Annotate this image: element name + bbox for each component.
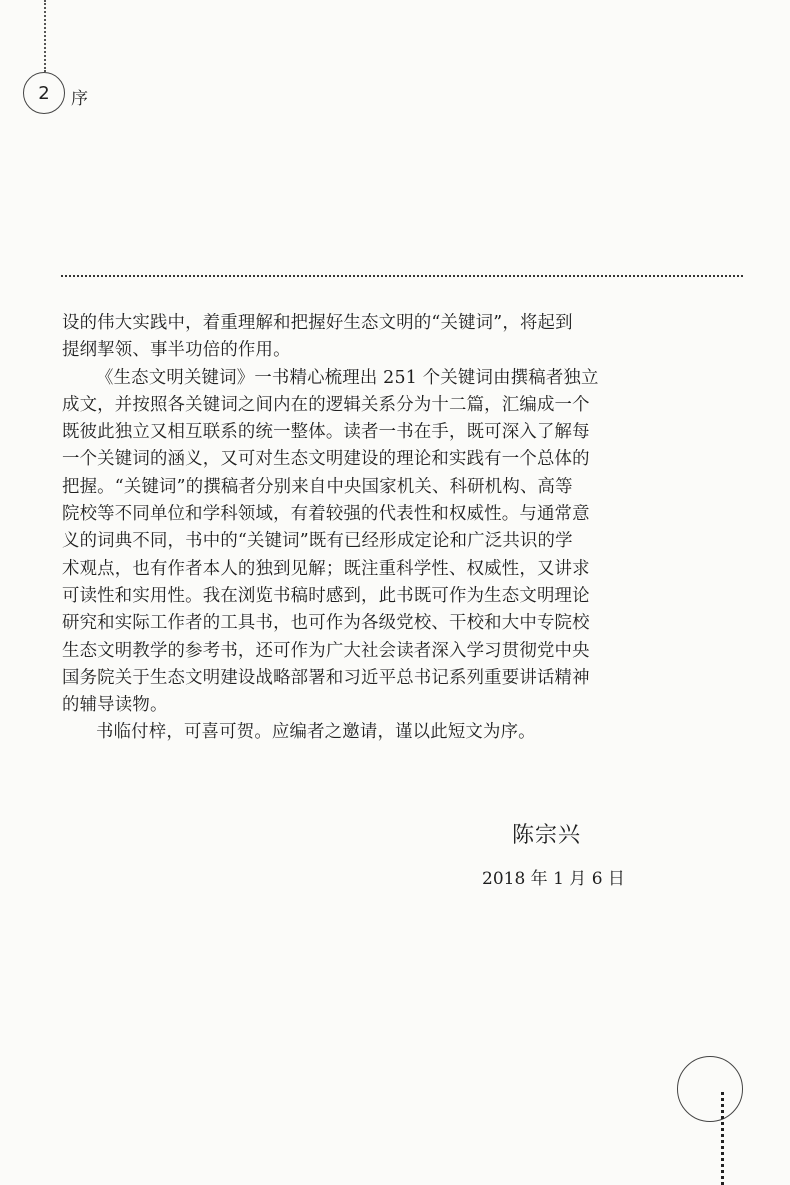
body-line: 国务院关于生态文明建设战略部署和习近平总书记系列重要讲话精神 [62, 667, 590, 688]
signature-date: 2018 年 1 月 6 日 [482, 869, 625, 889]
body-line: 既彼此独立又相互联系的统一整体。读者一书在手，既可深入了解每 [62, 422, 590, 443]
page-number-badge [23, 72, 65, 114]
bottom-dotted-line [721, 1092, 724, 1185]
preface-body [62, 310, 662, 747]
body-line: 书临付梓，可喜可贺。应编者之邀请，谨以此短文为序。 [96, 722, 536, 743]
page-number: 2 [38, 82, 50, 104]
body-line: 把握。“关键词”的撰稿者分别来自中央国家机关、科研机构、高等 [62, 476, 573, 497]
body-line: 院校等不同单位和学科领域，有着较强的代表性和权威性。与通常意 [62, 504, 590, 525]
body-line: 研究和实际工作者的工具书，也可作为各级党校、干校和大中专院校 [62, 613, 590, 634]
body-line: 的辅导读物。 [62, 695, 168, 716]
section-title: 序 [71, 89, 88, 109]
body-line: 术观点，也有作者本人的独到见解；既注重科学性、权威性，又讲求 [62, 558, 590, 579]
top-dotted-line [44, 0, 46, 72]
body-line: 可读性和实用性。我在浏览书稿时感到，此书既可作为生态文明理论 [62, 585, 590, 606]
body-line: 提纲挈领、事半功倍的作用。 [62, 340, 291, 361]
body-line: 设的伟大实践中，着重理解和把握好生态文明的“关键词”，将起到 [62, 313, 573, 333]
body-line: 成文，并按照各关键词之间内在的逻辑关系分为十二篇，汇编成一个 [62, 394, 590, 415]
body-line: 义的词典不同，书中的“关键词”既有已经形成定论和广泛共识的学 [62, 531, 573, 552]
body-line: 一个关键词的涵义，又可对生态文明建设的理论和实践有一个总体的 [62, 449, 590, 470]
signature-author: 陈宗兴 [512, 823, 582, 848]
body-line: 生态文明教学的参考书，还可作为广大社会读者深入学习贯彻党中央 [62, 640, 590, 661]
dotted-divider [61, 275, 743, 277]
body-line: 《生态文明关键词》一书精心梳理出 251 个关键词由撰稿者独立 [96, 367, 599, 388]
decorative-circle [677, 1056, 743, 1122]
